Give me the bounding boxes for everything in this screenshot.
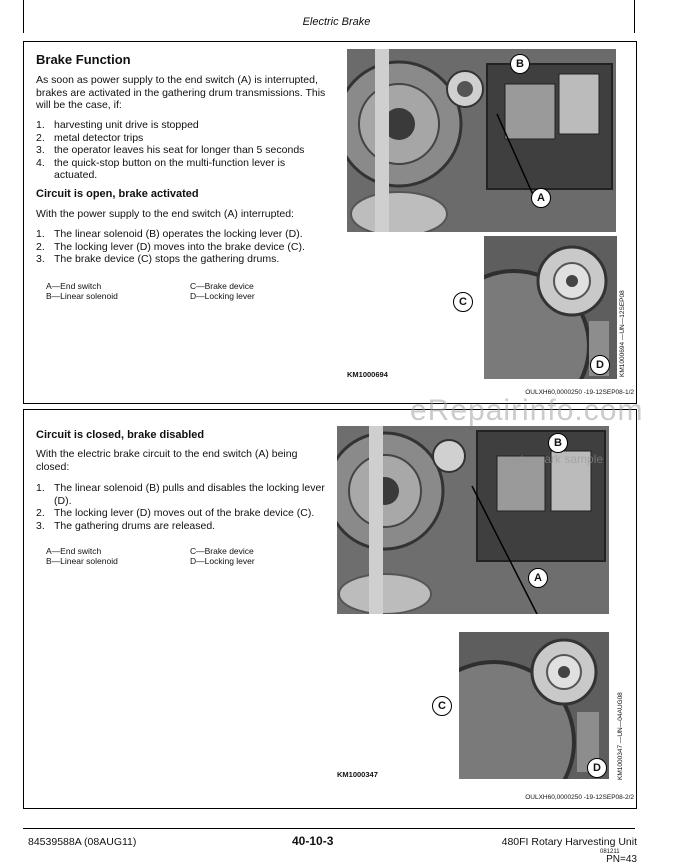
callout-b: B xyxy=(548,433,568,453)
callout-d: D xyxy=(587,758,607,778)
legend-c: C—Brake device xyxy=(190,546,254,556)
list-item: 3. The gathering drums are released. xyxy=(36,519,216,532)
brake-assembly-illustration xyxy=(347,49,616,232)
figure-vertical-ref: KM1000694 —UN—12SEP08 xyxy=(619,290,626,377)
print-date: 081211 xyxy=(600,849,620,855)
steps-list xyxy=(36,228,336,266)
section-title: Electric Brake xyxy=(302,16,371,28)
section-heading: Brake Function xyxy=(36,52,131,67)
brake-function-panel xyxy=(23,41,637,404)
watermark-sample: watermark sample xyxy=(505,452,604,466)
legend-a: A—End switch xyxy=(46,281,102,291)
list-item: 2. The locking lever (D) moves out of the brake device (C). xyxy=(36,507,315,520)
list-item: 2. The locking lever (D) moves into the brake device (C). xyxy=(36,240,305,253)
figure-code: KM1000347 xyxy=(337,770,378,779)
callout-c: C xyxy=(453,292,473,312)
steps-list xyxy=(36,482,326,532)
legend-d: D—Locking lever xyxy=(190,556,255,566)
doc-number: 84539588A (08AUG11) xyxy=(28,836,137,848)
watermark: eRepairinfo.com xyxy=(410,394,644,427)
legend-c: C—Brake device xyxy=(190,281,254,291)
product-name: 480FI Rotary Harvesting Unit xyxy=(501,836,637,848)
list-item: 1. harvesting unit drive is stopped xyxy=(36,119,199,131)
figure-reference: OULXH60,0000250 -19-12SEP08-1/2 xyxy=(525,389,634,396)
locking-lever-photo xyxy=(459,632,609,779)
pn-number: PN=43 xyxy=(606,854,637,865)
list-item: 1. The linear solenoid (B) operates the locking lever (D). xyxy=(36,228,303,240)
figure-reference: OULXH60,0000250 -19-12SEP08-2/2 xyxy=(525,794,634,801)
intro-paragraph: With the electric brake circuit to the end switch (A) being closed: xyxy=(36,448,298,473)
legend-d: D—Locking lever xyxy=(190,291,255,301)
legend-b: B—Linear solenoid xyxy=(46,291,118,301)
callout-c: C xyxy=(432,696,452,716)
intro-paragraph: As soon as power supply to the end switch (A) is interrupted, brakes are activated in the gathering drum transmissions. This will be the case, if: xyxy=(36,74,326,112)
legend-a: A—End switch xyxy=(46,546,102,556)
subheading: Circuit is open, brake activated xyxy=(36,188,199,200)
callout-a: A xyxy=(528,568,548,588)
list-item: 3. The brake device (C) stops the gathering drums. xyxy=(36,253,280,266)
sub-intro: With the power supply to the end switch (A) interrupted: xyxy=(36,208,294,220)
list-item: 2. metal detector trips xyxy=(36,131,144,144)
conditions-list xyxy=(36,119,331,182)
brake-assembly-photo xyxy=(347,49,616,232)
list-item: 4. the quick-stop button on the multi-function lever is actuated. xyxy=(36,156,286,182)
locking-lever-illustration xyxy=(459,632,609,779)
callout-d: D xyxy=(590,355,610,375)
subheading: Circuit is closed, brake disabled xyxy=(36,429,205,441)
list-item: 3. the operator leaves his seat for longer than 5 seconds xyxy=(36,144,305,157)
footer-rule xyxy=(23,828,635,829)
list-item: 1. The linear solenoid (B) pulls and disables the locking lever (D). xyxy=(36,482,325,507)
figure-vertical-ref: KM1000347 —UN—04AUG08 xyxy=(617,692,624,780)
page-number: 40-10-3 xyxy=(292,834,334,848)
figure-code: KM1000694 xyxy=(347,370,388,379)
brake-disabled-panel xyxy=(23,409,637,809)
callout-a: A xyxy=(531,188,551,208)
legend-b: B—Linear solenoid xyxy=(46,556,118,566)
callout-b: B xyxy=(510,54,530,74)
